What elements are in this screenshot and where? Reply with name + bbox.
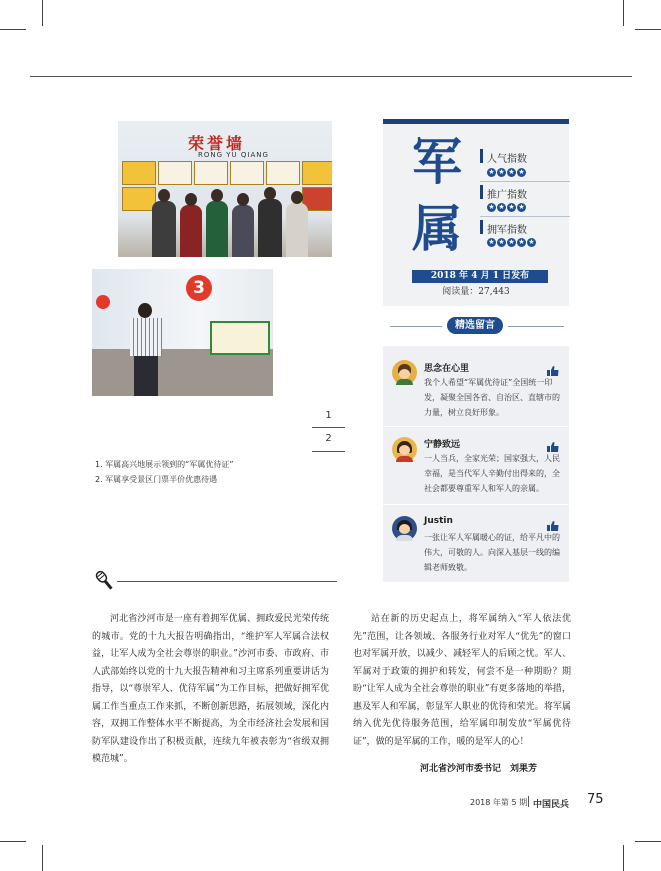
page-number: 75 — [587, 792, 604, 807]
author-signature: 河北省沙河市委书记 刘果芳 — [420, 764, 538, 774]
thumbs-up-icon[interactable] — [547, 516, 559, 526]
crop-mark — [0, 841, 26, 842]
figure-number-2: 2 — [325, 433, 332, 444]
read-count: 阅读量：27,443 — [442, 287, 510, 297]
crop-mark — [42, 0, 43, 26]
photo-caption-1: 1. 军属高兴地展示领到的“军属优待证” — [95, 460, 234, 469]
magazine-name: 中国民兵 — [533, 800, 570, 810]
divider — [390, 326, 442, 327]
crop-mark — [623, 0, 624, 26]
comment-card — [383, 427, 569, 504]
header-rule — [30, 76, 632, 77]
index-label: 人气指数 — [487, 154, 527, 165]
section-divider — [117, 581, 337, 582]
ticket-window-photo — [92, 269, 273, 396]
thumbs-up-icon[interactable] — [547, 361, 559, 371]
comment-card — [383, 505, 569, 582]
crop-mark — [42, 845, 43, 871]
comment-author: 思念在心里 — [424, 364, 470, 374]
rating-stars: ★ ★ ★ ★ ★ — [488, 238, 535, 246]
footer-separator — [528, 796, 529, 807]
comment-text: 一张让军人军属暖心的证，给平凡中的伟大，可敬的人。向深入基层一线的编辑老师致敬。 — [424, 533, 560, 572]
comment-text: 我个人希望“军属优待证”全国统一印发，凝聚全国各省、自治区、直辖市的力量，树立良好形象。 — [424, 378, 560, 417]
article-column-2: 站在新的历史起点上，将军属纳入“军人依法优先”范围，让各领域、各服务行业对军人“优先”的窗口也对军属开放，以减少、减轻军人的后顾之忧。军人、军属对于政策的拥护和转发，何尝不是一种期盼？期盼“让军人成为全社会尊崇的职业”有更多落地的举措，惠及军人和军属，彰显军人职业的优待和荣光。将军属纳入优先优待服务范围，给军属印制发放“军属优待证”，做的是军属的工作，暖的是军人的心！ — [353, 614, 571, 747]
avatar — [392, 360, 417, 385]
selected-comments-label: 精选留言 — [447, 317, 503, 334]
comment-text: 一人当兵，全家光荣；国家强大，人民幸福，是当代军人辛勤付出得来的，全社会都要尊重军人和军人的亲属。 — [424, 454, 560, 493]
honor-wall-photo — [118, 121, 332, 257]
avatar — [392, 516, 417, 541]
comment-card — [383, 346, 569, 426]
panel-title-char-1: 军 — [412, 132, 462, 191]
photo-caption-2: 2. 军属享受景区门票半价优惠待遇 — [95, 475, 218, 484]
comment-author: 宁静致远 — [424, 440, 461, 450]
index-label: 拥军指数 — [487, 225, 527, 236]
crop-mark — [0, 29, 26, 30]
man-at-window — [126, 303, 166, 396]
comment-author: Justin — [424, 516, 453, 526]
crop-mark — [623, 845, 624, 871]
rating-stars: ★ ★ ★ ★ — [488, 168, 525, 176]
figure-number-1: 1 — [325, 410, 332, 421]
article-column-1: 河北省沙河市是一座有着拥军优属、拥政爱民光荣传统的城市。党的十九大报告明确指出，“维护军人军属合法权益，让军人成为全社会尊崇的职业。”沙河市委、市政府、市人武部始终以党的十九大报告精神和习主席系列重要讲话为指导，以“尊崇军人、优待军属”为工作目标，把做好拥军优属工作当重点工作来抓，不断创新思路，拓展领域，深化内容，双拥工作整体水平不断提高，为全市经济社会发展和国防军队建设作出了积极贡献，连续九年被表彰为“省级双拥模范城”。 — [92, 614, 329, 764]
crop-mark — [635, 29, 661, 30]
notice-board — [210, 321, 270, 355]
index-label: 推广指数 — [487, 190, 527, 201]
crop-mark — [635, 841, 661, 842]
divider — [508, 326, 564, 327]
microphone-icon — [92, 569, 118, 593]
thumbs-up-icon[interactable] — [547, 437, 559, 447]
window-number-sign: 3 — [186, 275, 212, 301]
rating-stars: ★ ★ ★ ★ — [488, 203, 525, 211]
issue-number: 2018 年第 5 期 — [470, 798, 528, 807]
honor-wall-subtitle: RONG YU QIANG — [198, 151, 269, 159]
avatar — [392, 437, 417, 462]
publish-date: 2018 年 4 月 1 日发布 — [412, 270, 548, 283]
figure-number-box — [312, 404, 345, 454]
honor-wall-title: 荣誉墙 — [188, 134, 246, 153]
panel-title-char-2: 属 — [412, 199, 462, 258]
